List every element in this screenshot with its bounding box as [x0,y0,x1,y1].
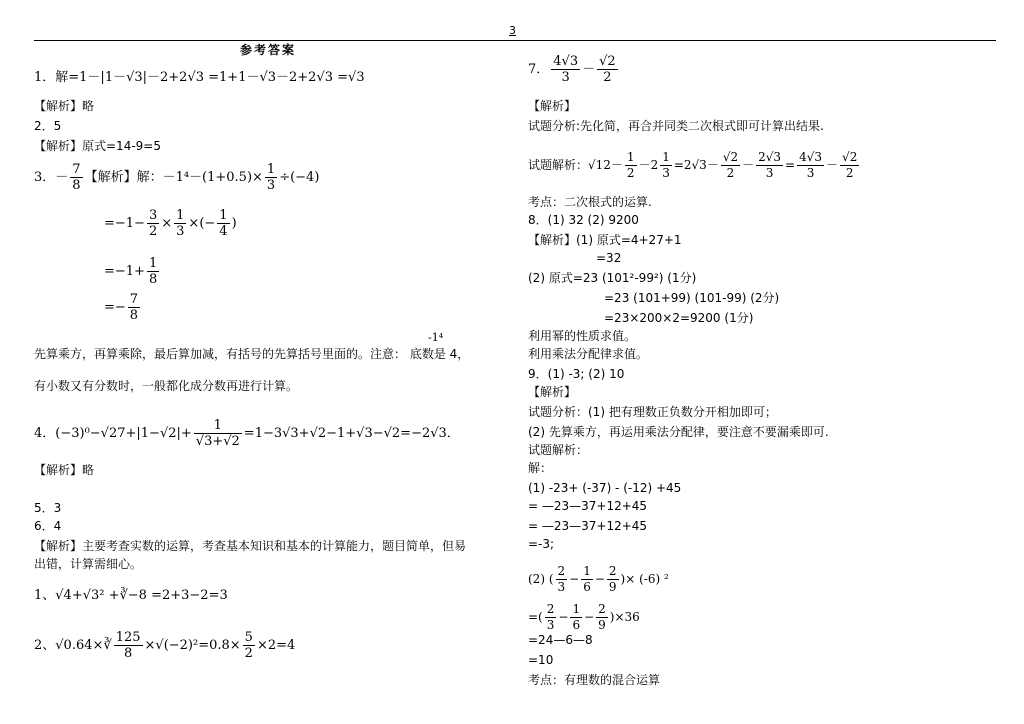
q3-step3: =− $\frac{7}{8}$ [104,292,139,323]
q3-step1: =−1− $\frac{3}{2}$ × $\frac{1}{3}$ ×(− $\frac{1}{4}$ ) [104,208,237,239]
q9-step5: (2) ( $\frac{2}{3}$ − $\frac{1}{6}$ − $\frac{2}{9}$ )× (-6) ² [528,564,669,594]
q7-answer: 7． $\frac{4√3}{3}$ － $\frac{√2}{2}$ [528,54,616,85]
q3-frac2: $\frac{1}{3}$ [266,162,276,193]
answer-title: 参考答案 [240,43,297,57]
q9-step7: =24—6—8 [528,633,593,647]
q9-step2: = —23—37+12+45 [528,499,648,513]
q3-frac: $\frac{7}{8}$ [72,162,81,193]
q4-line: 4．(−3)⁰−√27+|1−√2|+ $\frac{1}{√3+√2}$ =1−3√3+√2−1+√3−√2=−2√3． [34,418,460,449]
q7-note: 【解析】 [528,99,577,113]
page-number: 3 [509,24,516,37]
q9-step6: =( $\frac{2}{3}$ − $\frac{1}{6}$ − $\frac{2}{9}$ )×36 [528,602,640,632]
q9-step1: (1) -23+ (-37) - (-12) +45 [528,481,682,495]
q9-step4: =-3; [528,537,555,551]
q3-rest: 【解析】解：－1⁴－(1+0.5)× [84,170,263,185]
q7-kaodian: 考点：二次根式的运算. [528,195,652,209]
q3-note1: 先算乘方，再算乘除，最后算加减，有括号的先算括号里面的。注意： 底数是 4， [34,347,470,361]
q9-answer: 9．(1) -3; (2) 10 [528,367,625,381]
q8-n4: =23 (101+99) (101-99) (2分) [604,291,780,305]
q3-head: 3．－ [34,170,69,185]
q8-n3: (2) 原式=23 (101²-99²) (1分) [528,271,697,285]
q6-part1: 1、√4+√3² +∛−8 =2+3−2=3 [34,588,228,603]
q3-step2: =−1+ $\frac{1}{8}$ [104,256,158,287]
q7-solution: 试题解析：√12－ $\frac{1}{2}$ －2 $\frac{1}{3}$ =2√3－ $\frac{√2}{2}$ － $\frac{2√3}{3}$ = $\frac{4√3}{3}$ － $\frac{√2}{2}$ [528,150,858,180]
q1-solution: 1．解=1－|1－√3|－2+2√3 =1+1－√3－2+2√3 =√3 [34,70,365,85]
q3-tail: ÷(−4) [279,170,320,185]
q4-note: 【解析】略 [34,463,95,477]
q8-n2: =32 [596,251,622,265]
header-rule [34,40,996,41]
q6-note1: 【解析】主要考查实数的运算，考查基本知识和基本的计算能力，题目简单，但易 [34,539,467,553]
q1-note: 【解析】略 [34,99,95,113]
q3-line [34,162,319,193]
q9-step8: =10 [528,653,554,667]
q9-analysis2: (2) 先算乘方，再运用乘法分配律，要注意不要漏乘即可. [528,425,829,439]
q2-note: 【解析】原式=14-9=5 [34,139,161,153]
q8-answer: 8．(1) 32 (2) 9200 [528,213,639,227]
q6-part2: 2、√0.64×∛ $\frac{125}{8}$ ×√(−2)²=0.8× $\frac{5}{2}$ ×2=4 [34,630,296,661]
q8-n7: 利用乘法分配律求值。 [528,347,649,361]
q9-note: 【解析】 [528,385,577,399]
q8-n6: 利用幂的性质求值。 [528,329,637,343]
q9-analysis3: 试题解析： [528,443,589,457]
q6-note2: 出错，计算需细心。 [34,557,143,571]
q3-superscript: -1⁴ [428,331,444,344]
q8-n1: 【解析】(1) 原式=4+27+1 [528,233,682,247]
q8-n5: =23×200×2=9200 (1分) [604,311,754,325]
q2-answer: 2．5 [34,119,62,133]
q7-analysis: 试题分析:先化简，再合并同类二次根式即可计算出结果. [528,119,824,133]
q9-kaodian: 考点：有理数的混合运算 [528,673,661,687]
q5-answer: 5．3 [34,501,62,515]
q3-note2: 有小数又有分数时，一般都化成分数再进行计算。 [34,379,299,393]
q9-step3: = —23—37+12+45 [528,519,648,533]
q6-answer: 6．4 [34,519,62,533]
q9-analysis1: 试题分析：(1) 把有理数正负数分开相加即可； [528,405,777,419]
q9-analysis4: 解： [528,461,553,475]
